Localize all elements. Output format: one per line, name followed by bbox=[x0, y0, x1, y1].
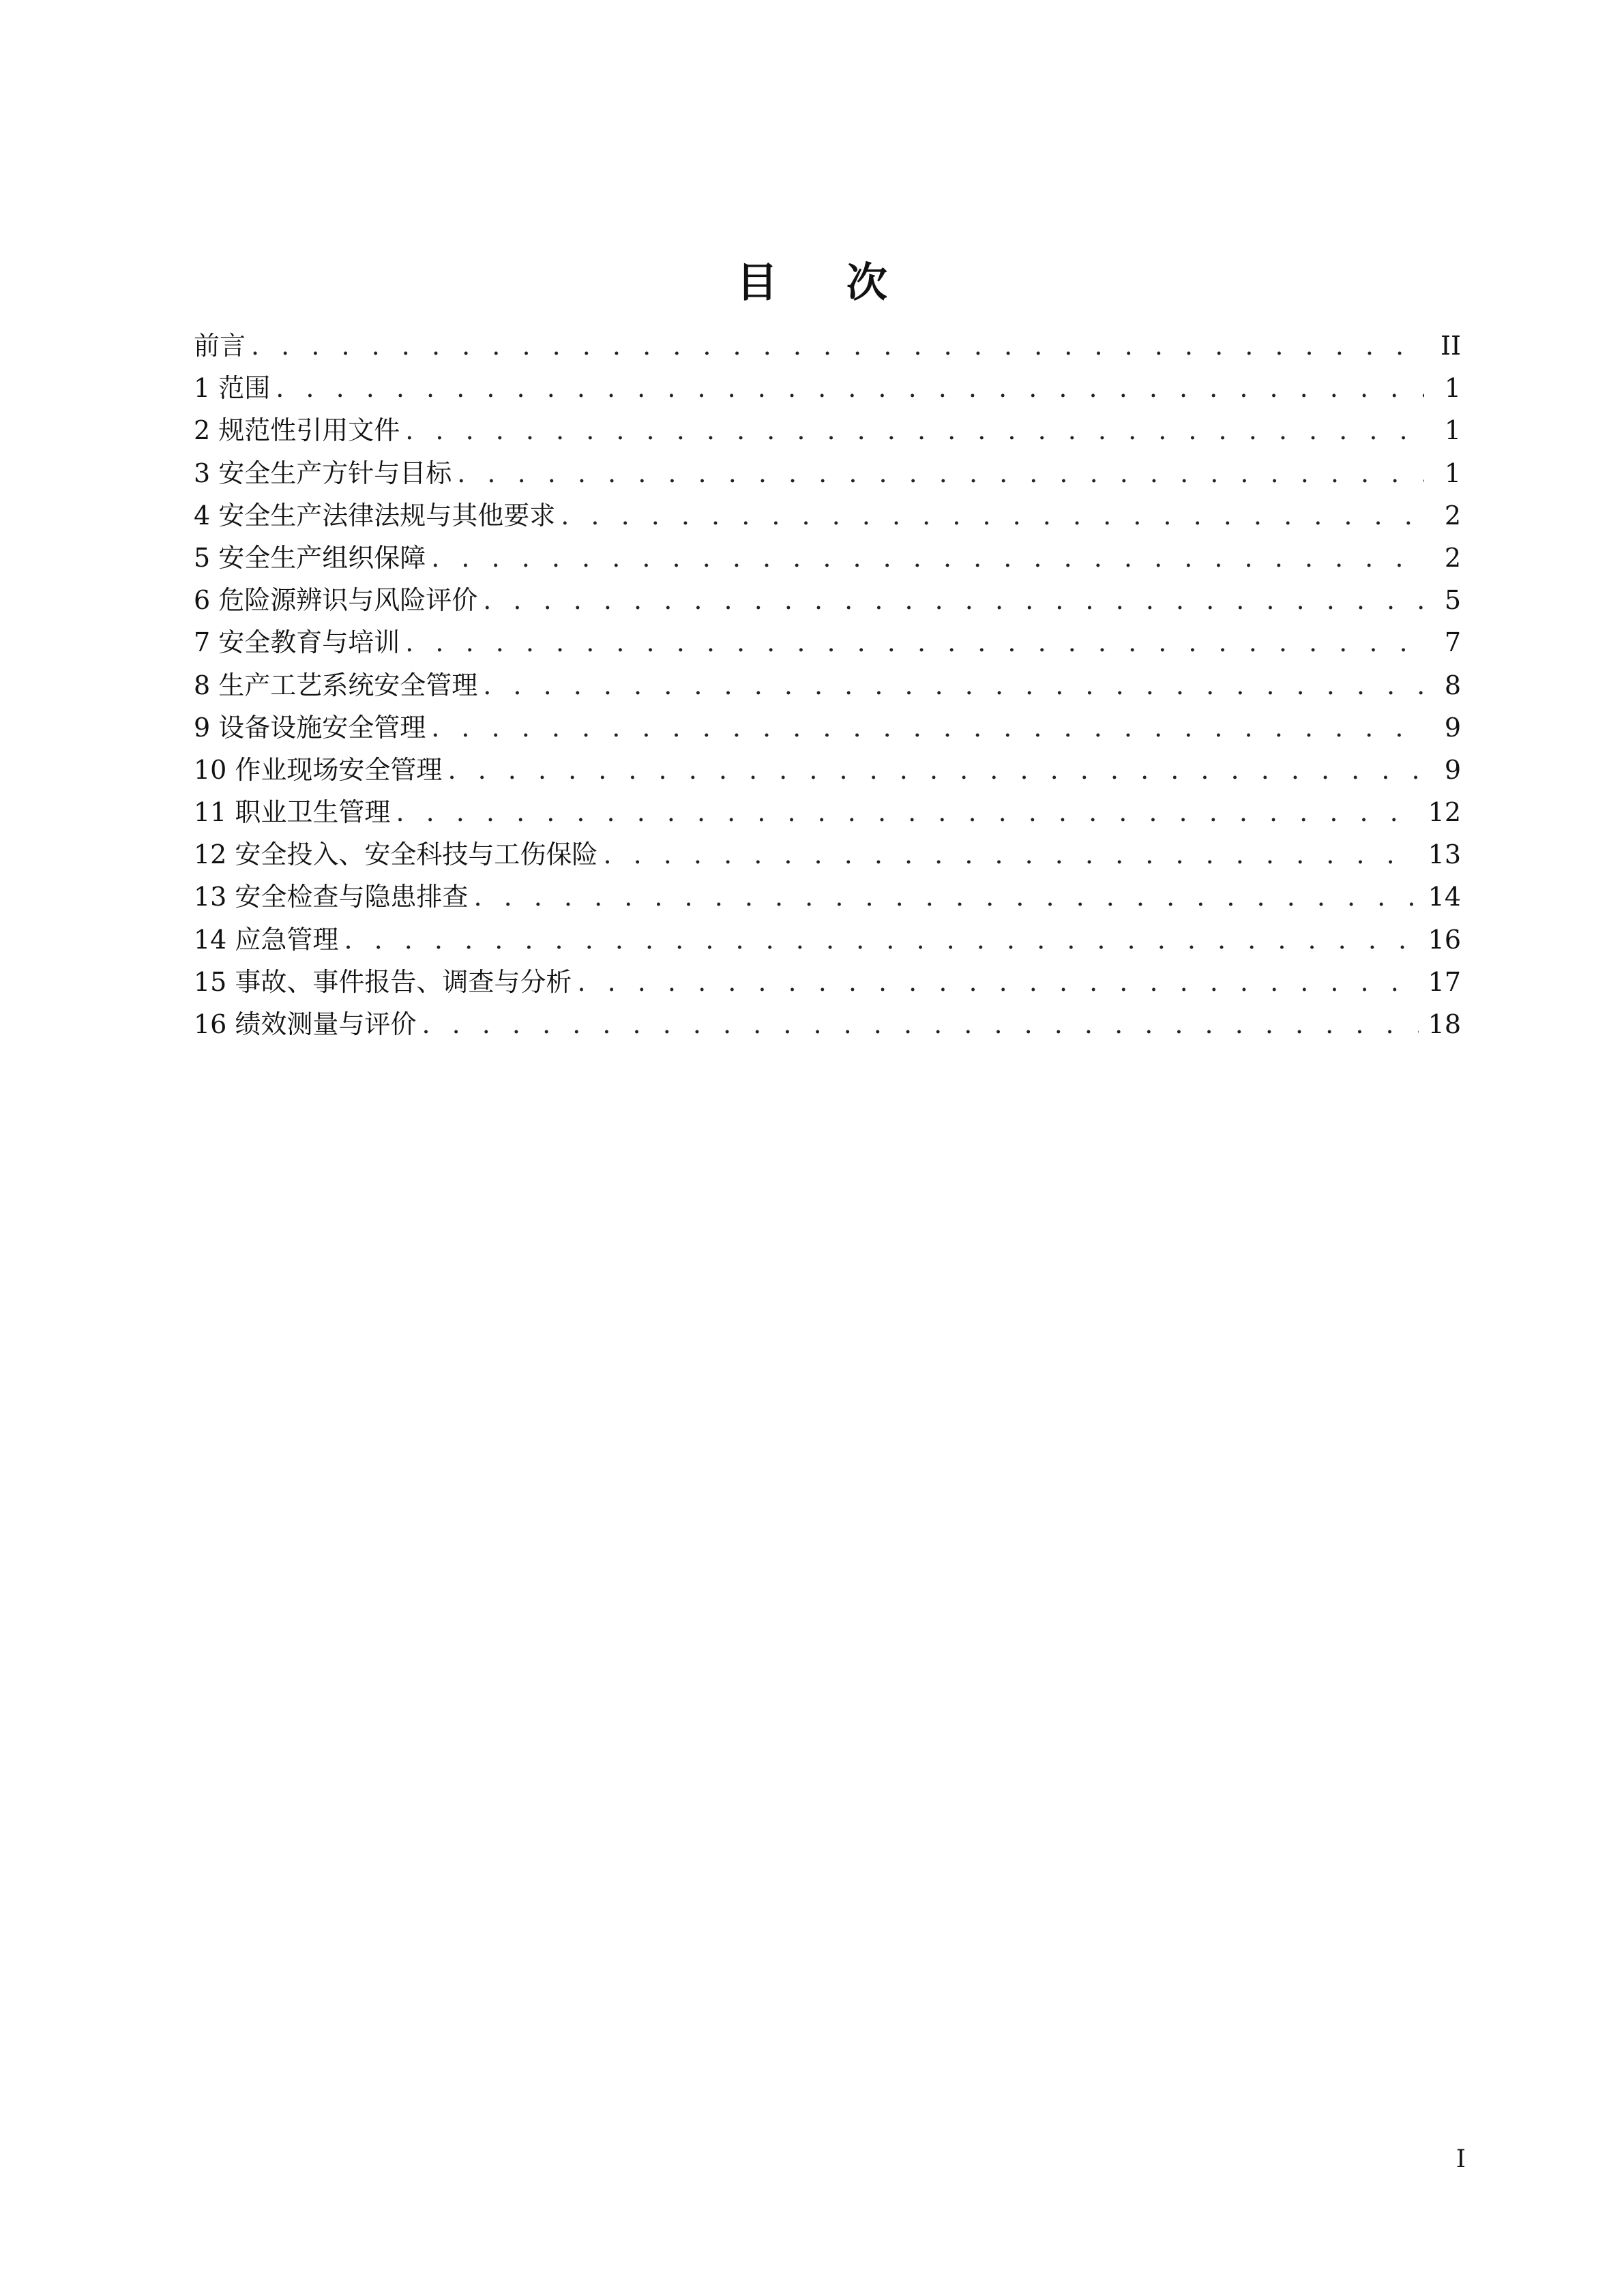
toc-entry-page: 7 bbox=[1444, 627, 1461, 658]
toc-dot-leader bbox=[344, 919, 1418, 961]
toc-entry-label: 7 安全教育与培训 bbox=[194, 627, 400, 658]
toc-dot-leader bbox=[251, 325, 1424, 367]
toc-dot-leader bbox=[405, 409, 1424, 451]
toc-entry-1[interactable] bbox=[194, 367, 1461, 409]
toc-entry-label: 4 安全生产法律法规与其他要求 bbox=[194, 500, 556, 531]
toc-dot-leader bbox=[405, 621, 1424, 664]
toc-entry-label: 2 规范性引用文件 bbox=[194, 415, 400, 446]
toc-entry-page: 5 bbox=[1444, 585, 1461, 616]
toc-entry-label: 15 事故、事件报告、调查与分析 bbox=[194, 966, 572, 997]
toc-entry-11[interactable] bbox=[194, 791, 1461, 833]
toc-dot-leader bbox=[457, 452, 1424, 494]
toc-entry-label: 1 范围 bbox=[194, 373, 271, 404]
toc-entry-13[interactable] bbox=[194, 876, 1461, 918]
toc-dot-leader bbox=[422, 1003, 1418, 1045]
toc-entry-page: II bbox=[1440, 331, 1461, 361]
table-of-contents bbox=[194, 325, 1461, 1045]
toc-entry-15[interactable] bbox=[194, 961, 1461, 1003]
toc-entry-preface[interactable] bbox=[194, 325, 1461, 367]
toc-entry-page: 13 bbox=[1428, 839, 1461, 870]
toc-entry-3[interactable] bbox=[194, 452, 1461, 494]
toc-entry-page: 2 bbox=[1444, 542, 1461, 573]
toc-entry-7[interactable] bbox=[194, 621, 1461, 664]
toc-entry-2[interactable] bbox=[194, 409, 1461, 451]
toc-entry-page: 17 bbox=[1428, 966, 1461, 997]
toc-entry-label: 12 安全投入、安全科技与工伤保险 bbox=[194, 839, 598, 870]
toc-dot-leader bbox=[561, 494, 1424, 537]
toc-dot-leader bbox=[577, 961, 1418, 1003]
toc-entry-label: 前言 bbox=[194, 331, 246, 361]
toc-entry-label: 16 绩效测量与评价 bbox=[194, 1009, 417, 1039]
toc-dot-leader bbox=[483, 664, 1424, 706]
toc-entry-12[interactable] bbox=[194, 833, 1461, 876]
toc-entry-14[interactable] bbox=[194, 919, 1461, 961]
page-title: 目 次 bbox=[737, 259, 915, 307]
toc-entry-page: 1 bbox=[1444, 458, 1461, 488]
toc-entry-label: 13 安全检查与隐患排查 bbox=[194, 882, 469, 912]
toc-entry-page: 9 bbox=[1444, 712, 1461, 743]
toc-entry-label: 11 职业卫生管理 bbox=[194, 797, 391, 828]
toc-entry-page: 12 bbox=[1428, 797, 1461, 828]
toc-dot-leader bbox=[483, 579, 1424, 621]
toc-dot-leader bbox=[276, 367, 1424, 409]
toc-dot-leader bbox=[447, 749, 1424, 791]
toc-entry-label: 6 危险源辨识与风险评价 bbox=[194, 585, 478, 616]
toc-entry-10[interactable] bbox=[194, 749, 1461, 791]
toc-entry-label: 14 应急管理 bbox=[194, 924, 339, 955]
toc-entry-5[interactable] bbox=[194, 537, 1461, 579]
toc-entry-page: 16 bbox=[1428, 924, 1461, 955]
toc-dot-leader bbox=[603, 833, 1418, 876]
toc-entry-page: 18 bbox=[1428, 1009, 1461, 1039]
toc-dot-leader bbox=[431, 706, 1424, 749]
toc-entry-label: 5 安全生产组织保障 bbox=[194, 542, 426, 573]
toc-entry-label: 10 作业现场安全管理 bbox=[194, 754, 443, 785]
toc-entry-page: 14 bbox=[1428, 882, 1461, 912]
toc-entry-page: 9 bbox=[1444, 754, 1461, 785]
toc-entry-4[interactable] bbox=[194, 494, 1461, 537]
toc-entry-9[interactable] bbox=[194, 706, 1461, 749]
toc-entry-label: 9 设备设施安全管理 bbox=[194, 712, 426, 743]
toc-entry-8[interactable] bbox=[194, 664, 1461, 706]
toc-dot-leader bbox=[396, 791, 1418, 833]
toc-dot-leader bbox=[473, 876, 1418, 918]
toc-entry-page: 2 bbox=[1444, 500, 1461, 531]
toc-dot-leader bbox=[431, 537, 1424, 579]
toc-entry-6[interactable] bbox=[194, 579, 1461, 621]
toc-entry-label: 3 安全生产方针与目标 bbox=[194, 458, 452, 488]
page-number: I bbox=[1456, 2145, 1466, 2173]
toc-entry-16[interactable] bbox=[194, 1003, 1461, 1045]
toc-entry-label: 8 生产工艺系统安全管理 bbox=[194, 670, 478, 700]
toc-entry-page: 1 bbox=[1444, 415, 1461, 446]
toc-entry-page: 1 bbox=[1444, 373, 1461, 404]
toc-entry-page: 8 bbox=[1444, 670, 1461, 700]
